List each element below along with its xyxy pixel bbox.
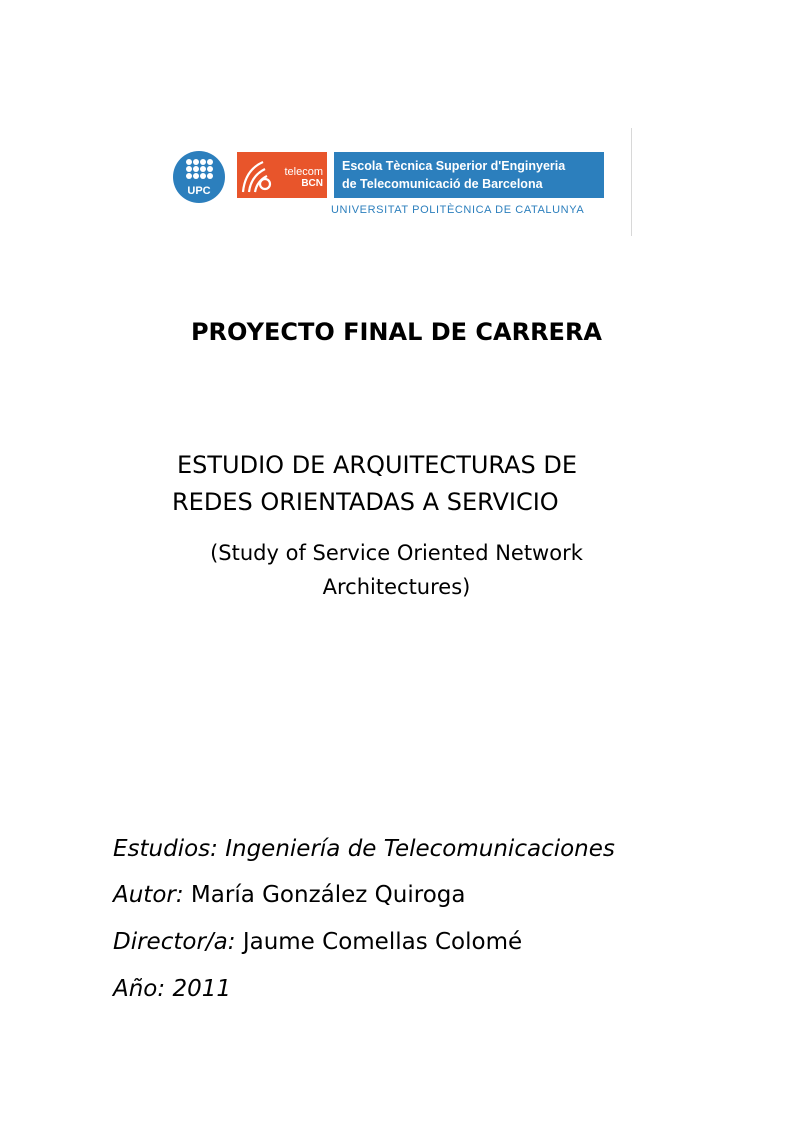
school-name-line2: de Telecomunicació de Barcelona <box>342 177 543 191</box>
upc-logo-text: UPC <box>187 185 211 197</box>
title-line-1: ESTUDIO DE ARQUITECTURAS DE <box>177 451 578 479</box>
telecom-bcn-logo <box>237 152 327 198</box>
studies-label: Estudios: <box>113 836 218 862</box>
director-value: Jaume Comellas Colomé <box>242 929 523 955</box>
director-line <box>113 929 522 955</box>
studies-value: Ingeniería de Telecomunicaciones <box>225 836 615 862</box>
subtitle-line-2: Architectures) <box>322 575 471 599</box>
university-name: UNIVERSITAT POLITÈCNICA DE CATALUNYA <box>331 204 585 216</box>
year-line <box>113 976 231 1002</box>
bcn-text: BCN <box>301 178 323 189</box>
year-label: Año: <box>113 976 166 1002</box>
school-name-box <box>334 152 604 198</box>
subtitle <box>0 536 793 604</box>
upc-logo <box>172 150 226 204</box>
telecom-waves-icon <box>237 152 287 198</box>
subtitle-line-1: (Study of Service Oriented Network <box>210 541 583 565</box>
author-label: Autor: <box>113 882 184 908</box>
author-value: María González Quiroga <box>190 882 466 908</box>
director-label: Director/a: <box>113 929 236 955</box>
studies-line <box>113 836 615 862</box>
document-heading: PROYECTO FINAL DE CARRERA <box>190 318 603 346</box>
telecom-text: telecom <box>284 166 323 178</box>
school-name-line1: Escola Tècnica Superior d'Enginyeria <box>342 159 566 173</box>
year-value: 2011 <box>172 976 231 1002</box>
header-divider <box>631 128 632 236</box>
author-line <box>113 882 465 908</box>
title-line-2: REDES ORIENTADAS A SERVICIO <box>172 488 559 516</box>
